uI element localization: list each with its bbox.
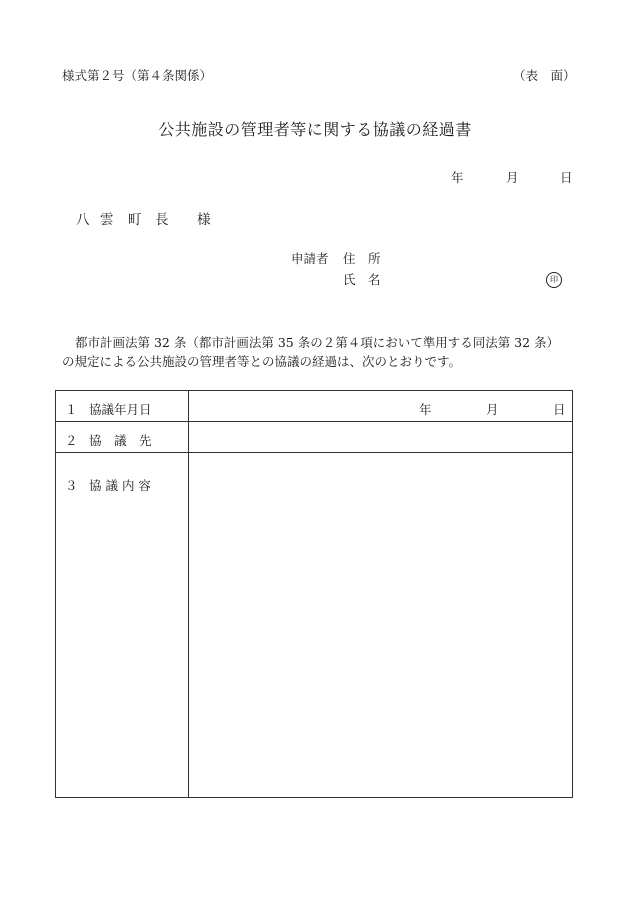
row-number: １ [65,402,78,417]
form-number: 様式第２号（第４条関係） [62,68,213,83]
address-label: 住 所 [343,251,381,266]
applicant-label: 申請者 [291,251,329,266]
year-label: 年 [451,170,464,185]
row-number: ２ [65,433,78,448]
row-label-cell [56,391,189,422]
table-row [56,391,573,422]
day-label: 日 [553,402,566,417]
row-label: 協 議 内 容 [89,478,151,493]
seal-mark: 印 [546,272,562,288]
year-label: 年 [419,402,432,417]
addressee-char: 町 [128,212,142,228]
consultation-party-cell[interactable] [189,422,573,453]
addressee-char: 長 [155,212,169,228]
table-row [56,453,573,798]
submission-date [440,172,572,186]
day-label: 日 [560,170,573,185]
month-label: 月 [506,170,519,185]
addressee-char: 雲 [100,212,114,228]
addressee-char: 八 [76,212,90,228]
table-row [56,422,573,453]
row-label-cell [56,453,189,798]
side-label: （表 面） [513,68,576,83]
body-line-1: 都市計画法第 32 条（都市計画法第 35 条の２第４項において準用する同法第 32 条） [75,335,560,350]
consultation-content-cell[interactable] [189,453,573,798]
row-label: 協 議 先 [89,433,152,448]
body-line-2: の規定による公共施設の管理者等との協議の経過は、次のとおりです。 [62,354,462,369]
month-label: 月 [486,402,499,417]
row-label-cell [56,422,189,453]
row-label: 協議年月日 [89,402,152,417]
consultation-table [55,390,573,798]
document-title: 公共施設の管理者等に関する協議の経過書 [158,120,472,139]
addressee-honorific: 様 [197,212,211,228]
consultation-date-cell[interactable] [189,391,573,422]
body-paragraph [62,333,577,371]
name-label: 氏 名 [343,272,381,287]
row-number: ３ [65,478,78,493]
